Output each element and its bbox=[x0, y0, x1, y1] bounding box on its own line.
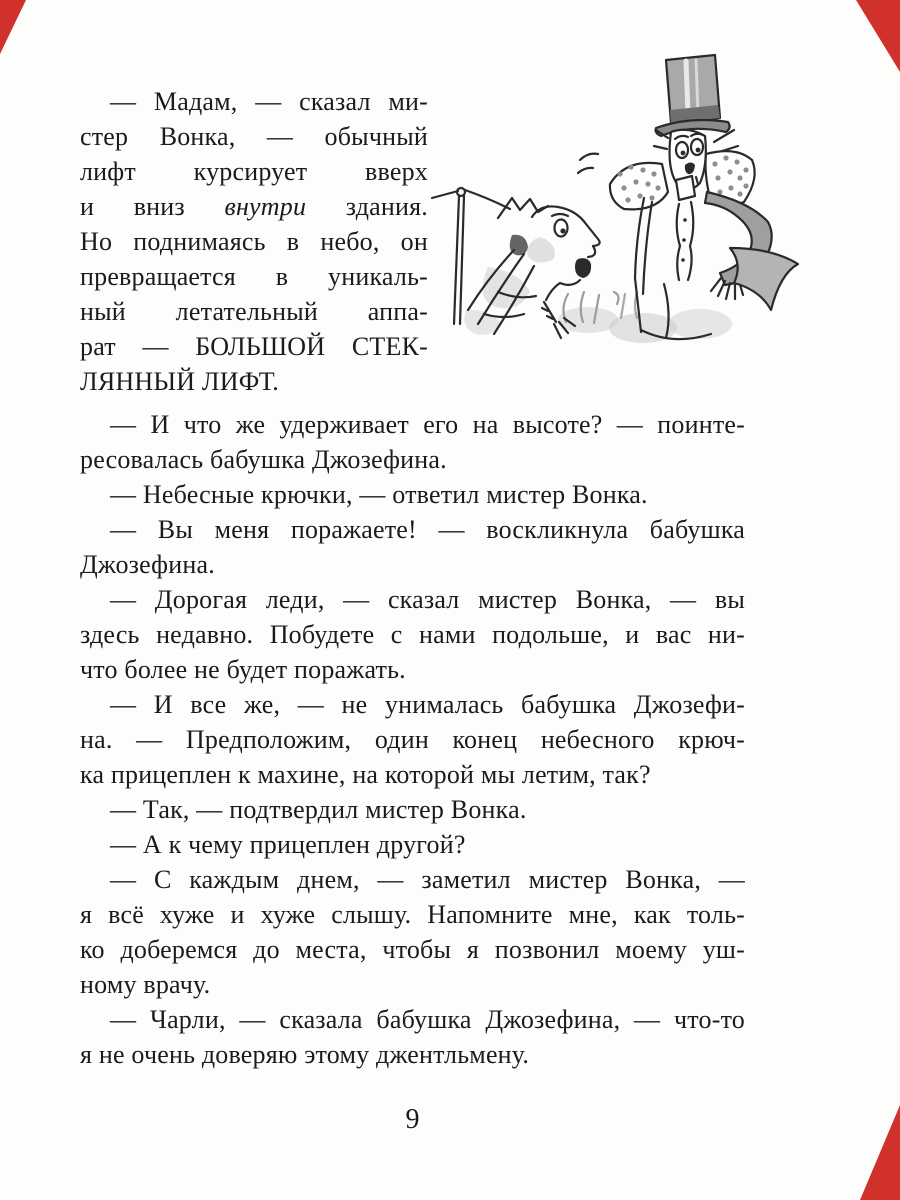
text-line: — Небесные крючки, — ответил мистер Вонка. bbox=[110, 480, 648, 509]
text-line: ресовалась бабушка Джозефина. bbox=[80, 445, 447, 474]
text-line: ко доберемся до места, чтобы я позвонил моему уш- bbox=[80, 935, 745, 964]
text-line: — Так, — подтвердил мистер Вонка. bbox=[110, 795, 527, 824]
eye bbox=[676, 142, 688, 158]
text-line: лифт курсирует вверх bbox=[80, 157, 428, 186]
text-line: ЛЯННЫЙ ЛИФТ. bbox=[80, 367, 279, 396]
text-line: я всё хуже и хуже слышу. Напомните мне, как толь- bbox=[80, 900, 745, 929]
text-line: Но поднимаясь в небо, он bbox=[80, 227, 428, 256]
coat-tail bbox=[730, 248, 798, 310]
text-line bbox=[80, 189, 428, 224]
page-number: 9 bbox=[405, 1104, 420, 1135]
text-line: — Чарли, — сказала бабушка Джозефина, — что-то bbox=[110, 1005, 745, 1034]
text-line: — И все же, — не унималась бабушка Джозефи- bbox=[110, 690, 745, 719]
red-cover-corner-top-right bbox=[856, 0, 900, 72]
italic-text-run: внутри bbox=[224, 192, 307, 221]
body-text bbox=[80, 407, 745, 1072]
red-cover-corner-top-left bbox=[0, 0, 26, 54]
text-run: и вниз bbox=[80, 192, 225, 221]
text-line: превращается в уникаль- bbox=[80, 262, 428, 291]
text-line: — С каждым днем, — заметил мистер Вонка, — bbox=[110, 865, 745, 894]
opening-paragraph bbox=[80, 84, 428, 399]
text-line: — Дорогая леди, — сказал мистер Вонка, — вы bbox=[110, 585, 745, 614]
text-line: на. — Предположим, один конец небесного крюч- bbox=[80, 725, 745, 754]
text-line: стер Вонка, — обычный bbox=[80, 122, 428, 151]
text-line: здесь недавно. Побудете с нами подольше, и вас ни- bbox=[80, 620, 745, 649]
eye bbox=[691, 139, 703, 155]
red-cover-corner-bottom-right bbox=[860, 1105, 900, 1200]
eye bbox=[555, 220, 568, 237]
text-line: ный летательный аппа- bbox=[80, 297, 428, 326]
text-line: ка прицеплен к махине, на которой мы летим, так? bbox=[80, 760, 651, 789]
text-line: Джозефина. bbox=[80, 550, 215, 579]
text-line: я не очень доверяю этому джентльмену. bbox=[80, 1040, 530, 1069]
text-line: — И что же удерживает его на высоте? — поинте- bbox=[110, 410, 745, 439]
text-line: что более не будет поражать. bbox=[80, 655, 406, 684]
text-run: здания. bbox=[306, 192, 428, 221]
text-line: — Мадам, — сказал ми- bbox=[110, 87, 428, 116]
text-line: — А к чему прицеплен другой? bbox=[110, 830, 466, 859]
text-line: — Вы меня поражаете! — воскликнула бабушка bbox=[110, 515, 745, 544]
text-line: рат — БОЛЬШОЙ СТЕК- bbox=[80, 332, 428, 361]
top-hat bbox=[656, 55, 730, 136]
shirt-front bbox=[677, 204, 680, 280]
ink-drawing bbox=[428, 52, 803, 392]
illustration-wonka-and-grandma bbox=[428, 52, 803, 392]
wonka-figure bbox=[610, 55, 798, 339]
text-line: ному врачу. bbox=[80, 970, 211, 999]
open-mouth bbox=[575, 258, 591, 278]
